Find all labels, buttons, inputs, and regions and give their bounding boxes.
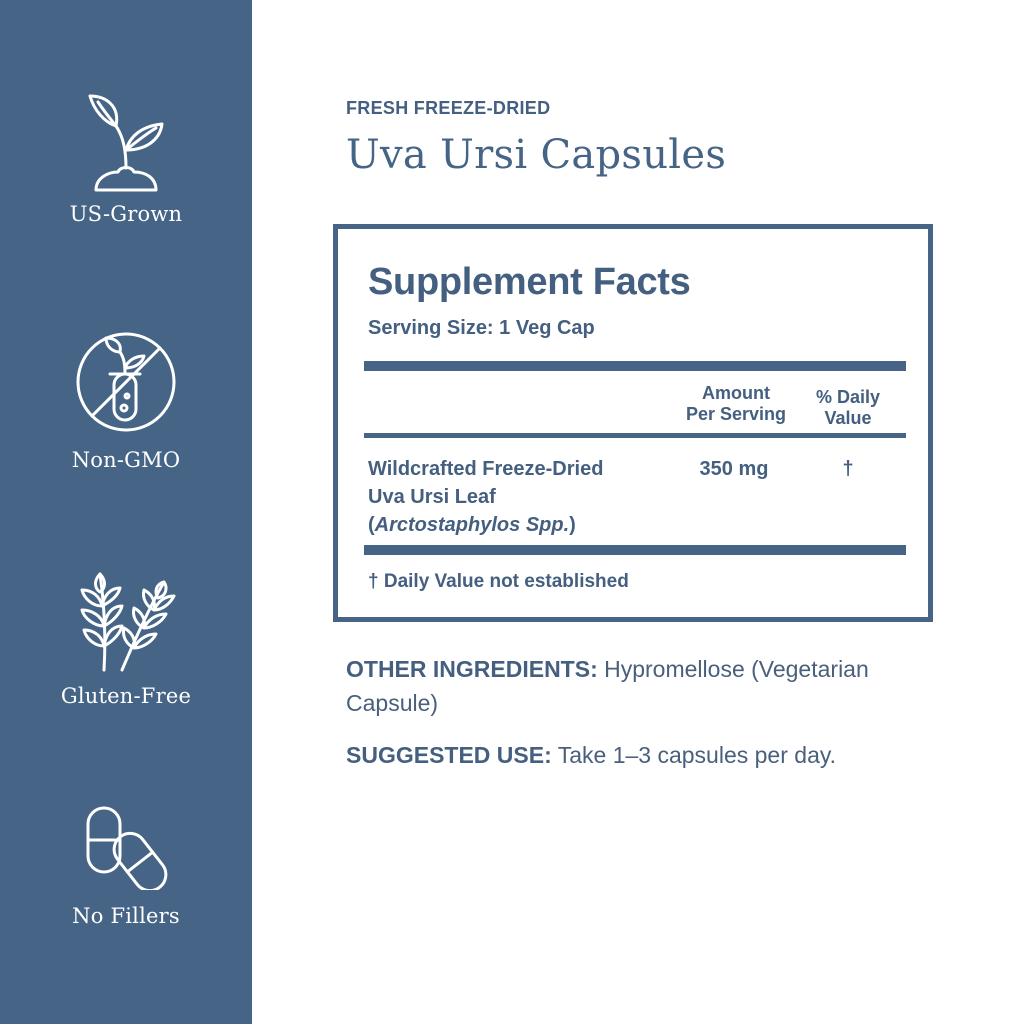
badge-label: Gluten-Free: [60, 684, 192, 708]
column-header-amount: Amount Per Serving: [685, 383, 787, 424]
ingredient-daily-value: †: [842, 458, 854, 480]
suggested-use-text: Take 1–3 capsules per day.: [551, 742, 837, 768]
badge-gluten-free: [0, 566, 252, 708]
facts-footnote: † Daily Value not established: [368, 571, 629, 592]
product-title: Uva Ursi Capsules: [346, 132, 727, 178]
column-header-daily-value: % Daily Value: [815, 387, 881, 428]
sprout-icon: [86, 92, 166, 192]
divider: [364, 361, 906, 371]
facts-title: Supplement Facts: [368, 261, 691, 303]
badge-label: Non-GMO: [71, 448, 181, 472]
product-eyebrow: FRESH FREEZE-DRIED: [346, 98, 551, 118]
suggested-use-label: SUGGESTED USE:: [346, 742, 552, 768]
suggested-use: [346, 738, 926, 772]
other-ingredients: [346, 652, 926, 720]
divider: [364, 433, 906, 438]
divider: [364, 545, 906, 555]
supplement-facts-panel: [333, 224, 933, 622]
badge-no-fillers: [0, 806, 252, 928]
badge-label: No Fillers: [72, 904, 180, 928]
badge-label: US-Grown: [69, 202, 183, 226]
non-gmo-icon: [74, 330, 178, 434]
capsules-icon: [84, 806, 168, 890]
wheat-icon: [76, 566, 176, 672]
ingredient-name: Wildcrafted Freeze-Dried Uva Ursi Leaf (Arctostaphylos Spp.): [368, 458, 604, 536]
ingredient-amount: 350 mg: [699, 458, 769, 480]
ingredient-latin-name: Arctostaphylos Spp.: [374, 514, 570, 536]
serving-size: Serving Size: 1 Veg Cap: [368, 317, 595, 339]
sidebar: [0, 0, 252, 1024]
other-ingredients-label: OTHER INGREDIENTS:: [346, 656, 598, 682]
badge-non-gmo: [0, 330, 252, 472]
badge-us-grown: [0, 92, 252, 226]
other-ingredients-text: Hypromellose (Vegetarian Capsule): [346, 656, 869, 716]
